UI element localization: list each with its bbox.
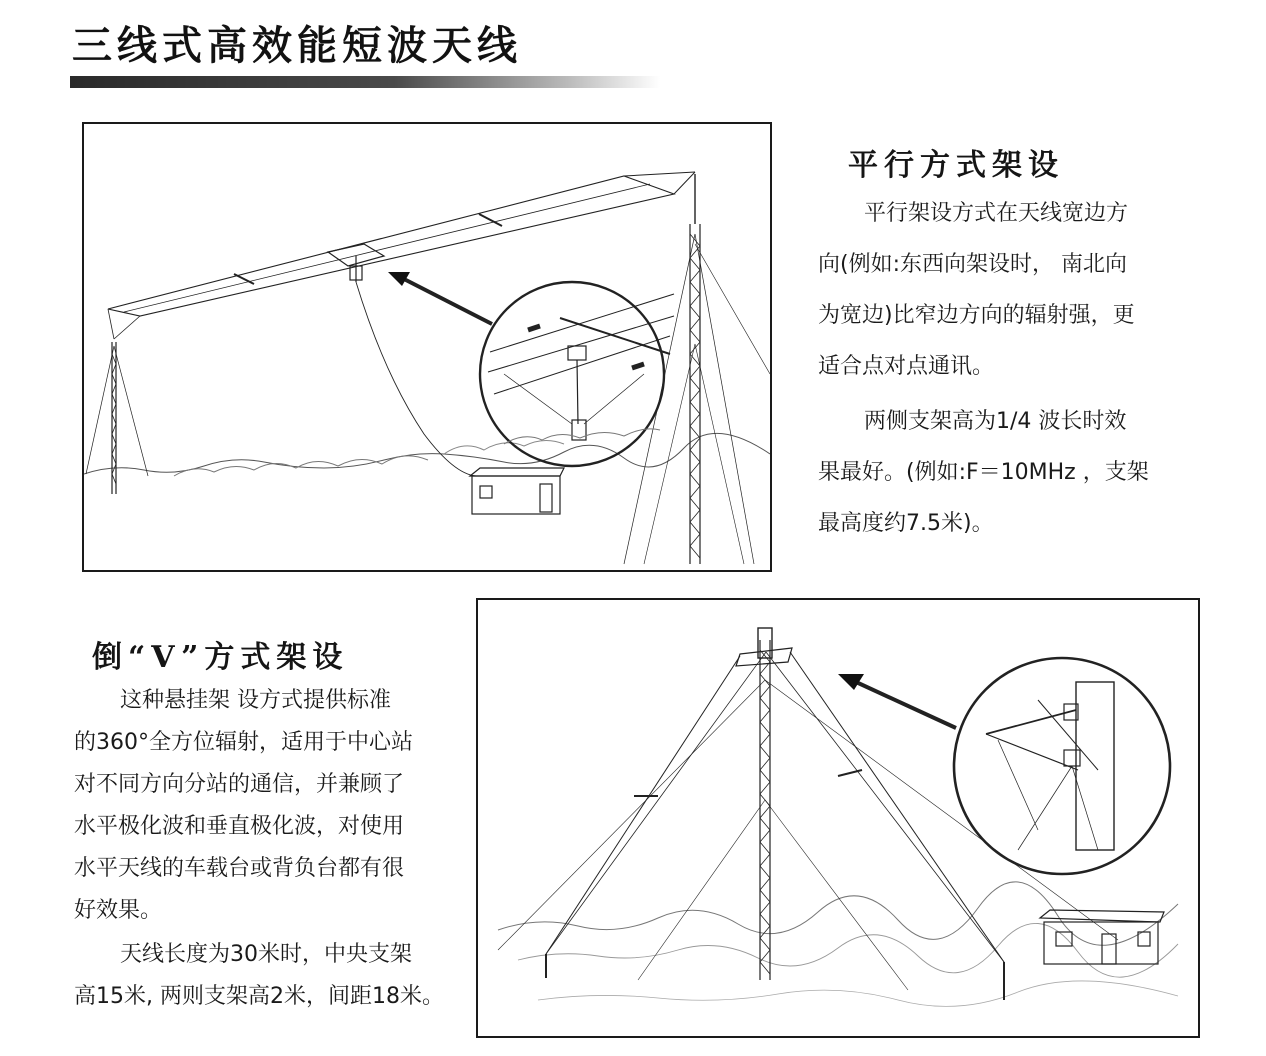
inverted-v-antenna-figure [476, 598, 1200, 1038]
title-underline-bar [70, 76, 660, 88]
text-line: 向(例如:东西向架设时， 南北向 [818, 252, 1127, 277]
text-line: 好效果。 [74, 898, 163, 923]
text-line: 对不同方向分站的通信，并兼顾了 [74, 772, 405, 797]
text-line: 平行架设方式在天线宽边方 [864, 201, 1129, 226]
text-line: 的360°全方位辐射，适用于中心站 [74, 730, 413, 755]
text-line: 果最好。(例如:F＝10MHz ，支架 [818, 460, 1149, 485]
page-title: 三线式高效能短波天线 [72, 22, 522, 69]
text-line: 最高度约7.5米)。 [818, 511, 994, 536]
inverted-v-paragraph-1 [74, 680, 413, 932]
text-line: 为宽边)比窄边方向的辐射强，更 [818, 303, 1135, 328]
text-line: 两侧支架高为1/4 波长时效 [864, 409, 1127, 434]
text-line: 天线长度为30米时，中央支架 [120, 942, 412, 967]
parallel-paragraph-1 [818, 188, 1135, 392]
text-line: 高15米, 两则支架高2米，间距18米。 [74, 984, 444, 1009]
parallel-paragraph-2 [818, 396, 1149, 549]
section-heading-inverted-v: 倒“V”方式架设 [92, 640, 349, 675]
section-heading-parallel: 平行方式架设 [848, 148, 1064, 183]
parallel-antenna-figure [82, 122, 772, 572]
inverted-v-antenna-illustration-icon [478, 600, 1198, 1036]
inverted-v-paragraph-2 [74, 934, 444, 1018]
text-line: 水平极化波和垂直极化波，对使用 [74, 814, 405, 839]
text-line: 水平天线的车载台或背负台都有很 [74, 856, 405, 881]
text-line: 适合点对点通讯。 [818, 354, 995, 379]
text-line: 这种悬挂架 设方式提供标准 [120, 688, 391, 713]
parallel-antenna-illustration-icon [84, 124, 770, 570]
